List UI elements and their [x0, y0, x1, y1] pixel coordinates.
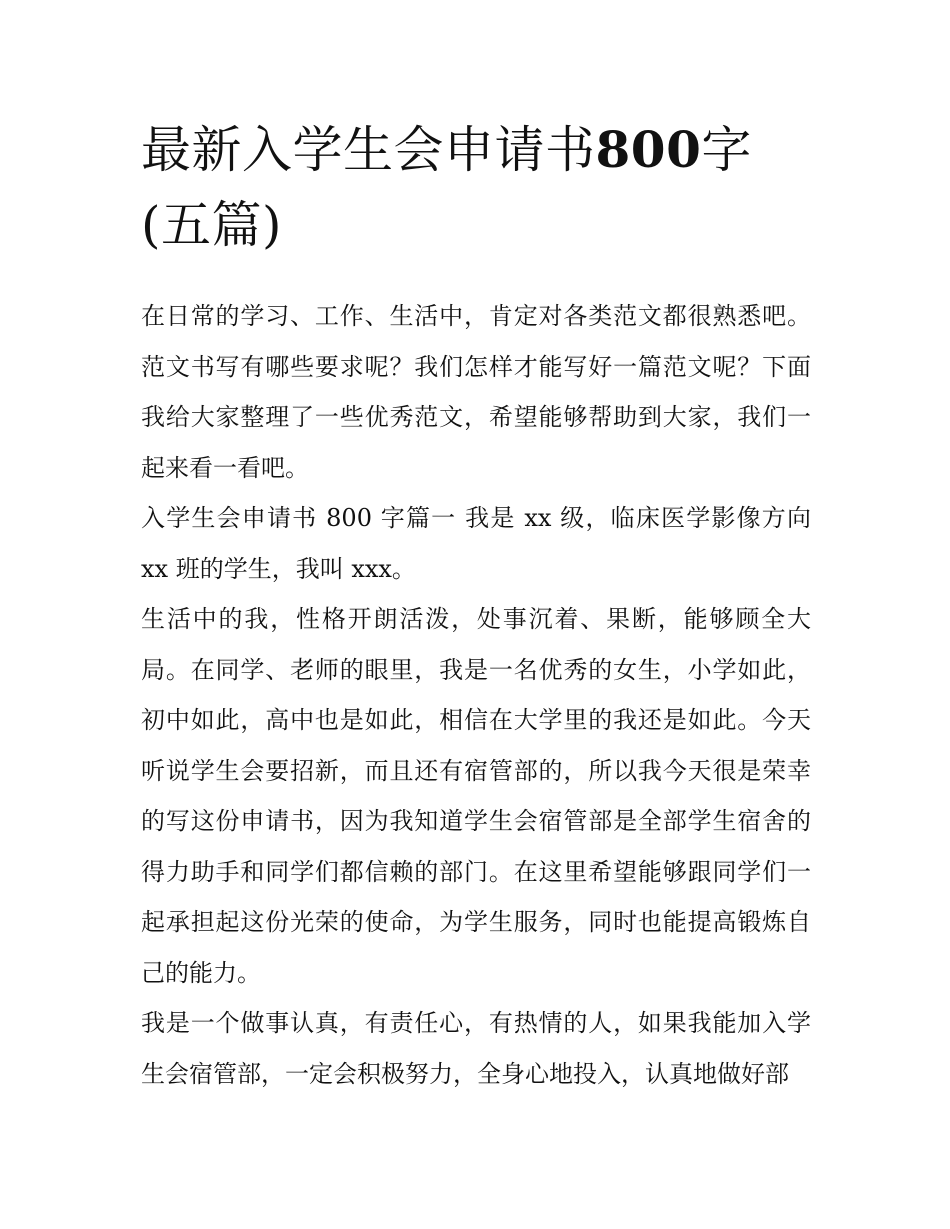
- paragraph-intro: 在日常的学习、工作、生活中，肯定对各类范文都很熟悉吧。范文书写有哪些要求呢？我们怎样才能写好一篇范文呢？下面我给大家整理了一些优秀范文，希望能够帮助到大家，我们一起来看一看吧。: [141, 302, 811, 482]
- title-text-part1: 最新入学生会申请书: [141, 121, 596, 179]
- paragraph-commitment: 我是一个做事认真，有责任心，有热情的人，如果我能加入学生会宿管部，一定会积极努力，全身心地投入，认真地做好部: [141, 1009, 811, 1088]
- paragraph-personality: 生活中的我，性格开朗活泼，处事沉着、果断，能够顾全大局。在同学、老师的眼里，我是一名优秀的女生，小学如此，初中如此，高中也是如此，相信在大学里的我还是如此。今天听说学生会要招新，而且还有宿管部的，所以我今天很是荣幸的写这份申请书，因为我知道学生会宿管部是全部学生宿舍的得力助手和同学们都信赖的部门。在这里希望能够跟同学们一起承担起这份光荣的使命，为学生服务，同时也能提高锻炼自己的能力。: [141, 605, 811, 987]
- title-number: 800: [595, 120, 702, 179]
- document-body: [141, 112, 811, 1099]
- title-text-part2: 字(五篇): [141, 121, 752, 254]
- document-title: [141, 112, 811, 263]
- paragraph-part-one-heading: 入学生会申请书 800 字篇一 我是 xx 级，临床医学影像方向 xx 班的学生，我叫 xxx。: [141, 504, 811, 583]
